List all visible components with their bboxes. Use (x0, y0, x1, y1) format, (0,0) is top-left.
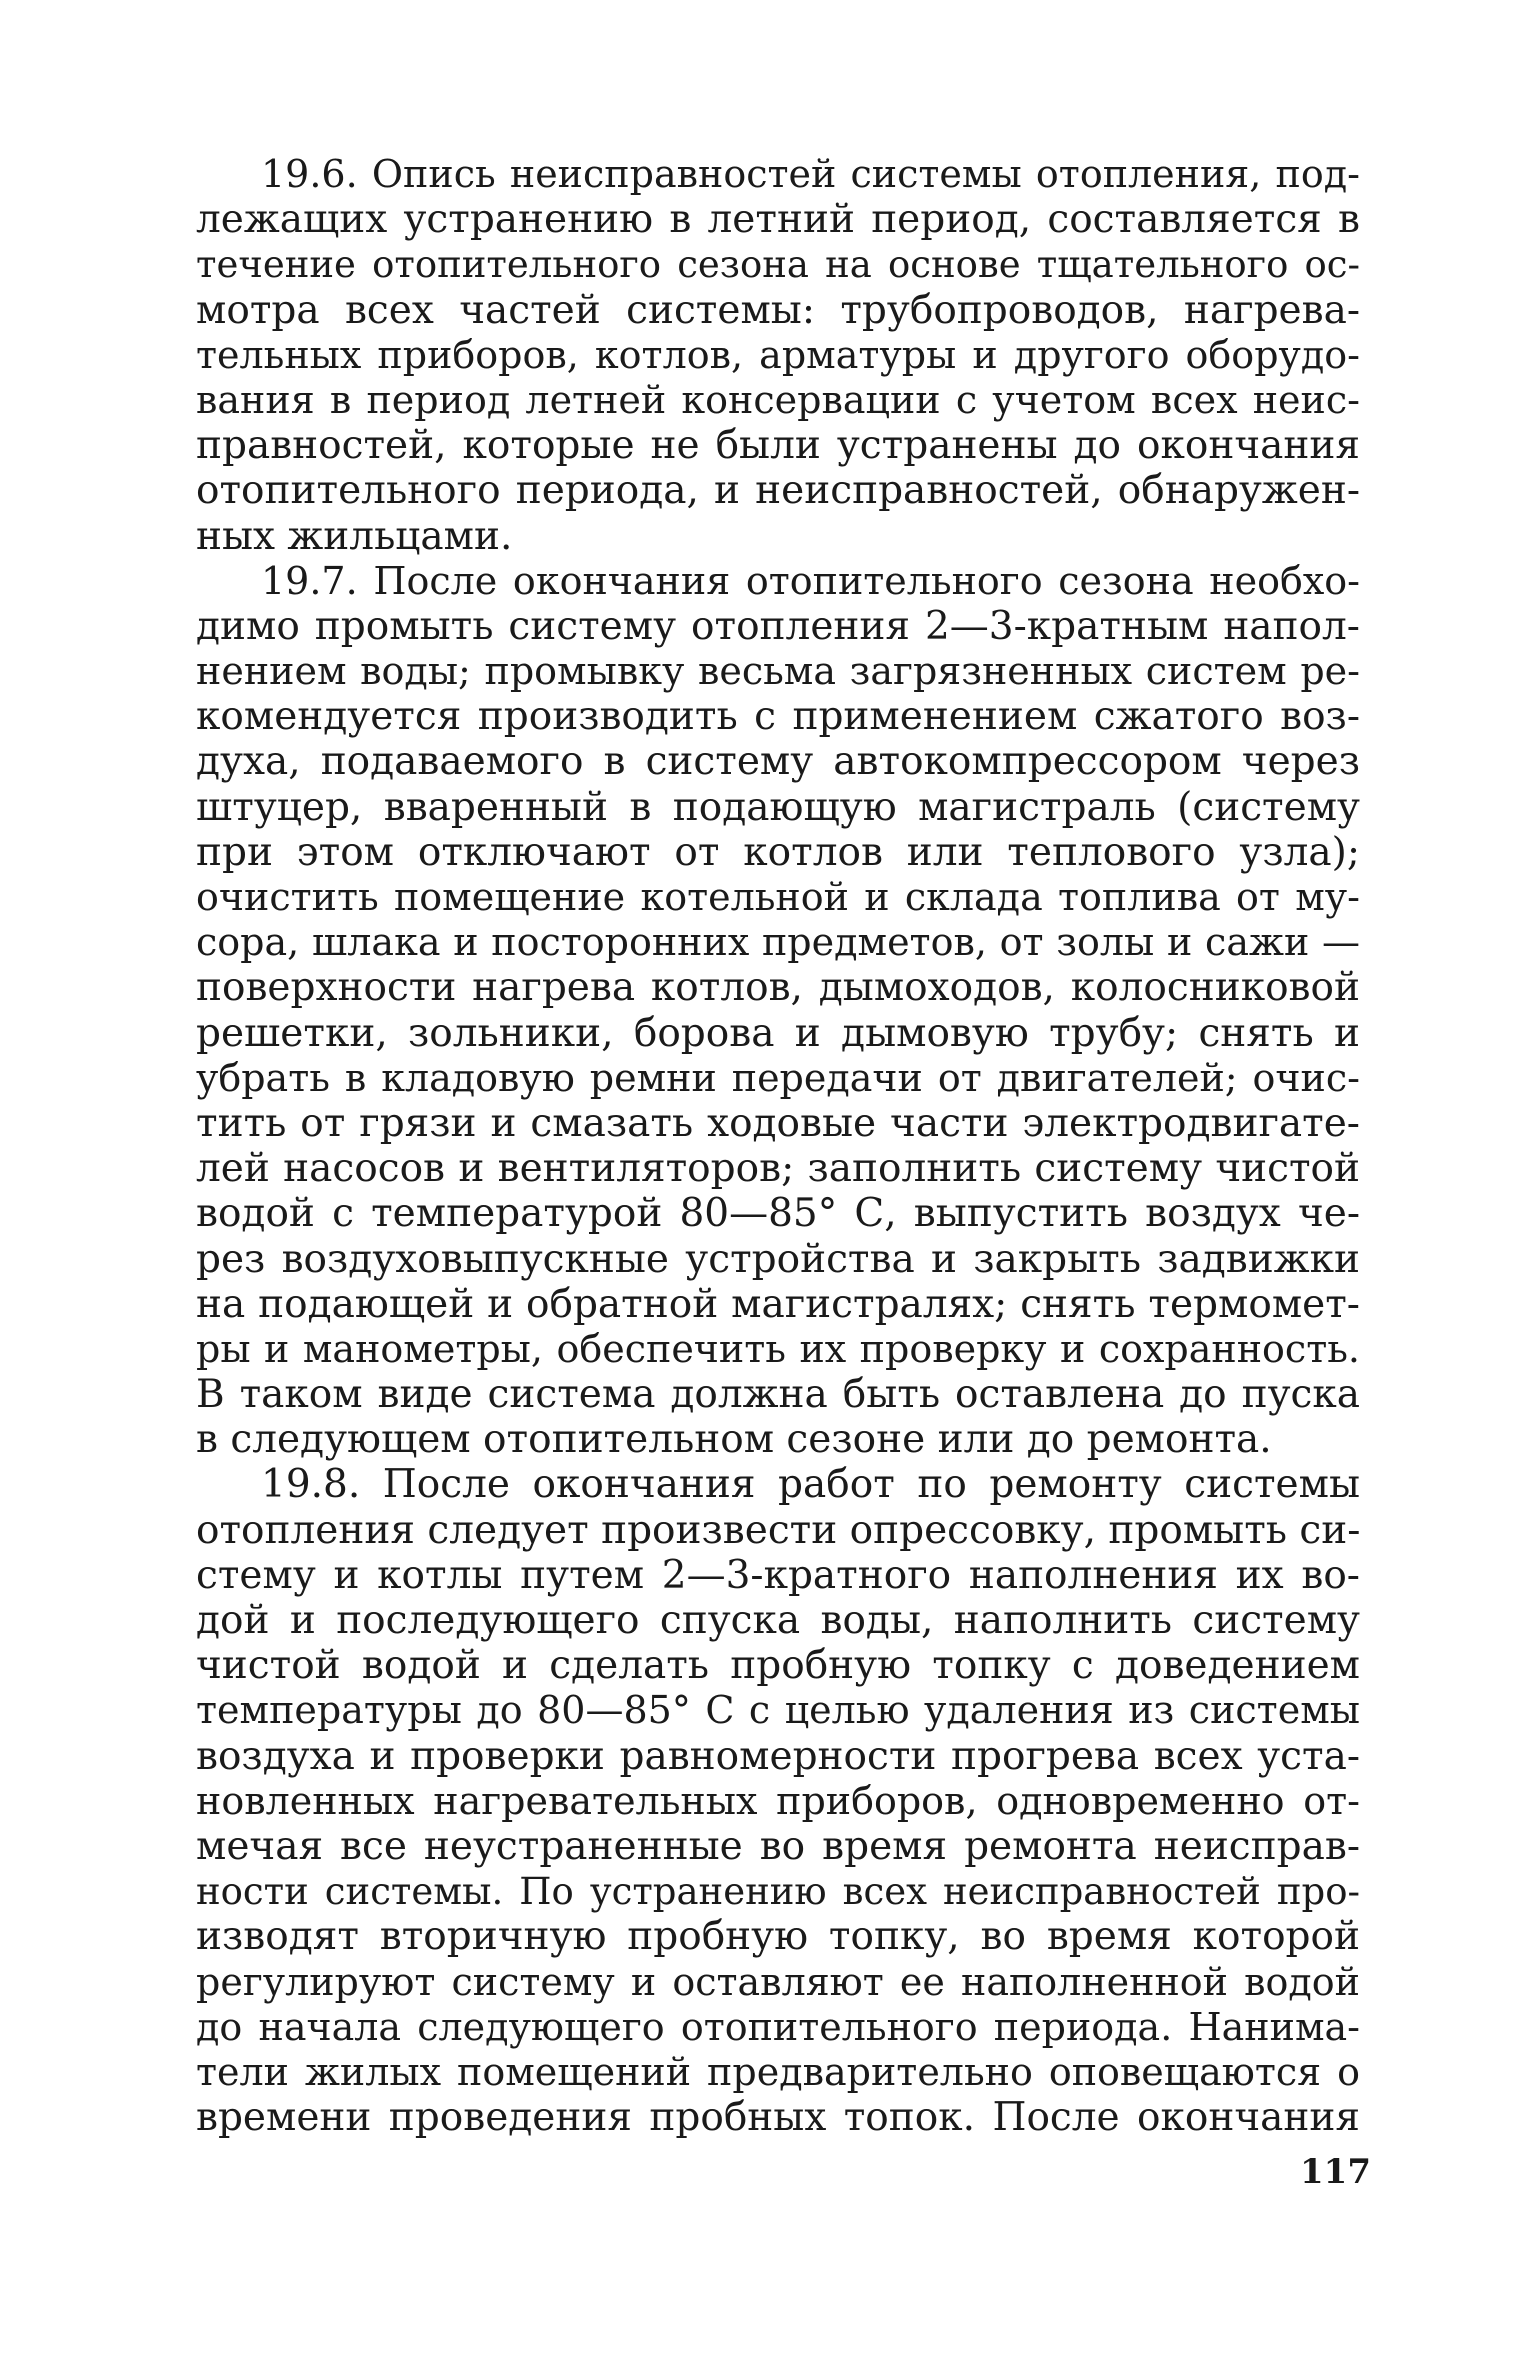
text-line: тели жилых помещений предварительно оповещаются о (196, 2049, 1360, 2094)
text-line: мотра всех частей системы: трубопроводов, нагрева- (196, 287, 1360, 333)
text-line: отопления следует произвести опрессовку, промыть си- (196, 1507, 1361, 1553)
text-line: вания в период летней консервации с учетом всех неис- (196, 377, 1360, 422)
text-line: решетки, зольники, борова и дымовую трубу; снять и (196, 1010, 1360, 1056)
text-line: правностей, которые не были устранены до окончания (196, 423, 1360, 469)
text-line: 19.6. Опись неисправностей системы отопления, под- (261, 152, 1360, 196)
text-line: в следующем отопительном сезоне или до ремонта. (196, 1417, 1272, 1463)
text-line: лей насосов и вентиляторов; заполнить систему чистой (196, 1146, 1360, 1192)
page-number: 117 (1300, 2152, 1371, 2192)
body-text (196, 152, 1360, 2140)
text-line: очистить помещение котельной и склада топлива от му- (196, 875, 1360, 919)
text-line: температуры до 80—85° С с целью удаления из системы (196, 1688, 1360, 1733)
text-line: 19.8. После окончания работ по ремонту системы (261, 1462, 1360, 1508)
text-line: духа, подаваемого в систему автокомпрессором через (196, 739, 1360, 785)
text-line: чистой водой и сделать пробную топку с доведением (196, 1643, 1360, 1689)
text-line: комендуется производить с применением сжатого воз- (196, 694, 1360, 740)
text-line: при этом отключают от котлов или теплового узла); (196, 829, 1360, 875)
text-line: воздуха и проверки равномерности прогрева всех уста- (196, 1733, 1360, 1779)
text-line: новленных нагревательных приборов, одновременно от- (196, 1778, 1360, 1823)
text-line: на подающей и обратной магистралях; снять термомет- (196, 1281, 1360, 1327)
text-line: 19.7. После окончания отопительного сезона необхо- (261, 558, 1360, 603)
text-line: ности системы. По устранению всех неисправностей про- (196, 1870, 1360, 1914)
text-line: поверхности нагрева котлов, дымоходов, колосниковой (196, 965, 1360, 1011)
text-line: димо промыть систему отопления 2—3-кратным напол- (196, 603, 1360, 649)
text-line: тить от грязи и смазать ходовые части электродвигате- (196, 1100, 1360, 1146)
paragraph-19-7 (196, 559, 1360, 1463)
text-line: до начала следующего отопительного периода. Нанима- (196, 2004, 1360, 2049)
text-line: тельных приборов, котлов, арматуры и другого оборудо- (196, 332, 1360, 377)
paragraph-19-6 (196, 152, 1360, 559)
text-line: времени проведения пробных топок. После окончания (196, 2095, 1360, 2141)
text-line: изводят вторичную пробную топку, во время которой (196, 1914, 1360, 1960)
text-line: отопительного периода, и неисправностей, обнаружен- (196, 468, 1360, 514)
text-line: нением воды; промывку весьма загрязненных систем ре- (196, 649, 1360, 694)
text-line: рез воздуховыпускные устройства и закрыть задвижки (196, 1236, 1360, 1282)
text-line: ры и манометры, обеспечить их проверку и сохранность. (196, 1326, 1360, 1371)
paragraph-19-8 (196, 1462, 1360, 2140)
text-line: мечая все неустраненные во время ремонта неисправ- (196, 1823, 1360, 1869)
text-line: стему и котлы путем 2—3-кратного наполнения их во- (196, 1552, 1360, 1598)
text-line: течение отопительного сезона на основе тщательного ос- (196, 243, 1360, 287)
text-line: дой и последующего спуска воды, наполнить систему (196, 1598, 1360, 1643)
text-line: регулируют систему и оставляют ее наполненной водой (196, 1959, 1360, 2004)
text-line: лежащих устранению в летний период, составляется в (196, 197, 1360, 243)
text-line: ных жильцами. (196, 513, 513, 559)
text-line: водой с температурой 80—85° С, выпустить воздух че- (196, 1191, 1360, 1237)
text-line: В таком виде система должна быть оставлена до пуска (196, 1372, 1360, 1418)
text-line: сора, шлака и посторонних предметов, от золы и сажи — (196, 920, 1360, 965)
text-line: убрать в кладовую ремни передачи от двигателей; очис- (196, 1055, 1360, 1100)
text-line: штуцер, вваренный в подающую магистраль (систему (196, 784, 1360, 830)
